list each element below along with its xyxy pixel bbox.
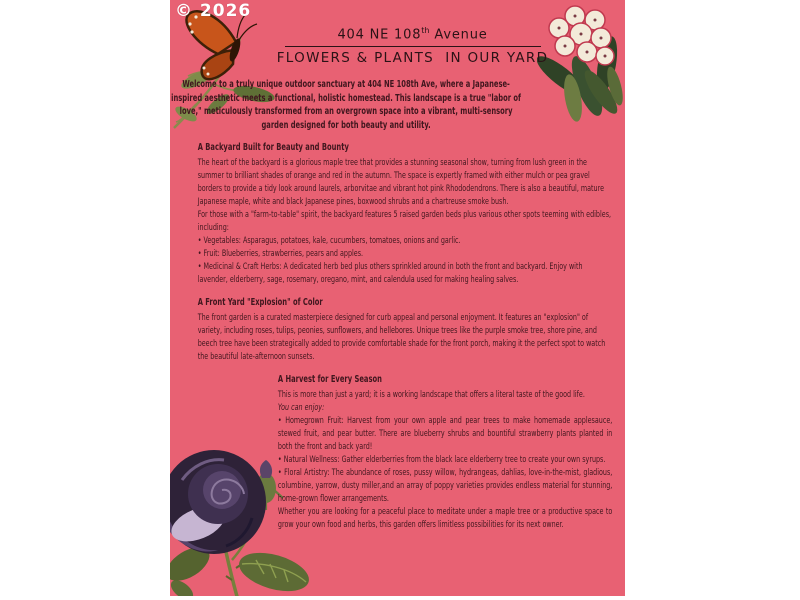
bullet-natural-wellness: • Natural Wellness: Gather elderberries from the black lace elderberry tree to create your own syrups. <box>277 455 606 465</box>
flyer-body <box>170 78 625 532</box>
section-harvest <box>278 373 612 532</box>
closing-paragraph: Whether you are looking for a peaceful place to meditate under a maple tree or a productive space to grow your own food and herbs, this garden offers limitless possibilities for its next owner. <box>277 507 613 530</box>
front-yard-paragraph: The front garden is a curated masterpiece designed for curb appeal and personal enjoyment. It features an "explosion" of variety, including roses, tulips, peonies, sunflowers, and hellebores. Unique trees like the purple smoke tree, shore pine, and beech tree have been strategically added to provide comfortable shade for the front porch, making it the perfect spot to watch the beautiful late-afternoon sunsets. <box>197 313 606 362</box>
harvest-lead-in: You can enjoy: <box>277 403 325 413</box>
address-line <box>200 26 625 42</box>
backyard-paragraph: The heart of the backyard is a glorious maple tree that provides a stunning seasonal show, turning from lush green in the summer to brilliant shades of orange and red in the autumn. The space is expertly framed with either mulch or pea gravel borders to provide a tidy look around laurels, arborvitae and vibrant hot pink Rhododendrons. There is also a beautiful, mature Japanese maple, white and black Japanese pines, boxwood shrubs and a chartreuse smoke bush. <box>197 158 605 207</box>
bullet-floral-artistry: • Floral Artistry: The abundance of roses, pussy willow, hydrangeas, dahlias, love-in-the-mist, gladious, columbine, yarrow, dusty miller,and an array of poppy varieties provides endless material for stunning, home-grown flower arrangements. <box>277 468 613 504</box>
intro-paragraph: Welcome to a truly unique outdoor sanctuary at 404 NE 108th Ave, where a Japanese-inspired aesthetic meets a functional, holistic homestead. This landscape is a true "labor of love," meticulously transformed from an overgrown space into a vibrant, multi-sensory garden designed for both beauty and utility. <box>171 79 521 131</box>
harvest-heading: A Harvest for Every Season <box>277 374 382 385</box>
header-divider <box>285 46 541 47</box>
bullet-fruit: • Fruit: Blueberries, strawberries, pears and apples. <box>197 249 364 259</box>
section-backyard <box>198 141 613 287</box>
garden-flyer <box>170 0 625 596</box>
backyard-paragraph: For those with a "farm-to-table" spirit, the backyard features 5 raised garden beds plus various other spots teeming with edibles, including: <box>197 210 612 233</box>
section-front-yard <box>198 296 613 364</box>
address-number: 404 NE 108 <box>337 27 422 43</box>
main-text-column <box>170 141 625 532</box>
flyer-title: FLOWERS & PLANTS IN OUR YARD <box>276 50 549 67</box>
bullet-herbs: • Medicinal & Craft Herbs: A dedicated herb bed plus others sprinkled around in both the front and backyard. Enjoy with lavender, elderberry, sage, rosemary, oregano, mint, and calendula used for making healing salves. <box>197 262 583 285</box>
address-street: Avenue <box>429 27 488 43</box>
copyright-watermark: © 2026 <box>175 1 252 21</box>
front-yard-heading: A Front Yard "Explosion" of Color <box>197 297 323 308</box>
backyard-heading: A Backyard Built for Beauty and Bounty <box>197 142 349 153</box>
bullet-homegrown-fruit: • Homegrown Fruit: Harvest from your own apple and pear trees to make homemade applesauce, stewed fruit, and pear butter. There are blueberry shrubs and bountiful strawberry plants planted in both the front and back yard! <box>277 416 613 452</box>
address-ordinal: th <box>421 26 430 35</box>
bullet-vegetables: • Vegetables: Asparagus, potatoes, kale, cucumbers, tomatoes, onions and garlic. <box>197 236 461 246</box>
harvest-paragraph: This is more than just a yard; it is a working landscape that offers a literal taste of the good life. <box>277 390 585 400</box>
